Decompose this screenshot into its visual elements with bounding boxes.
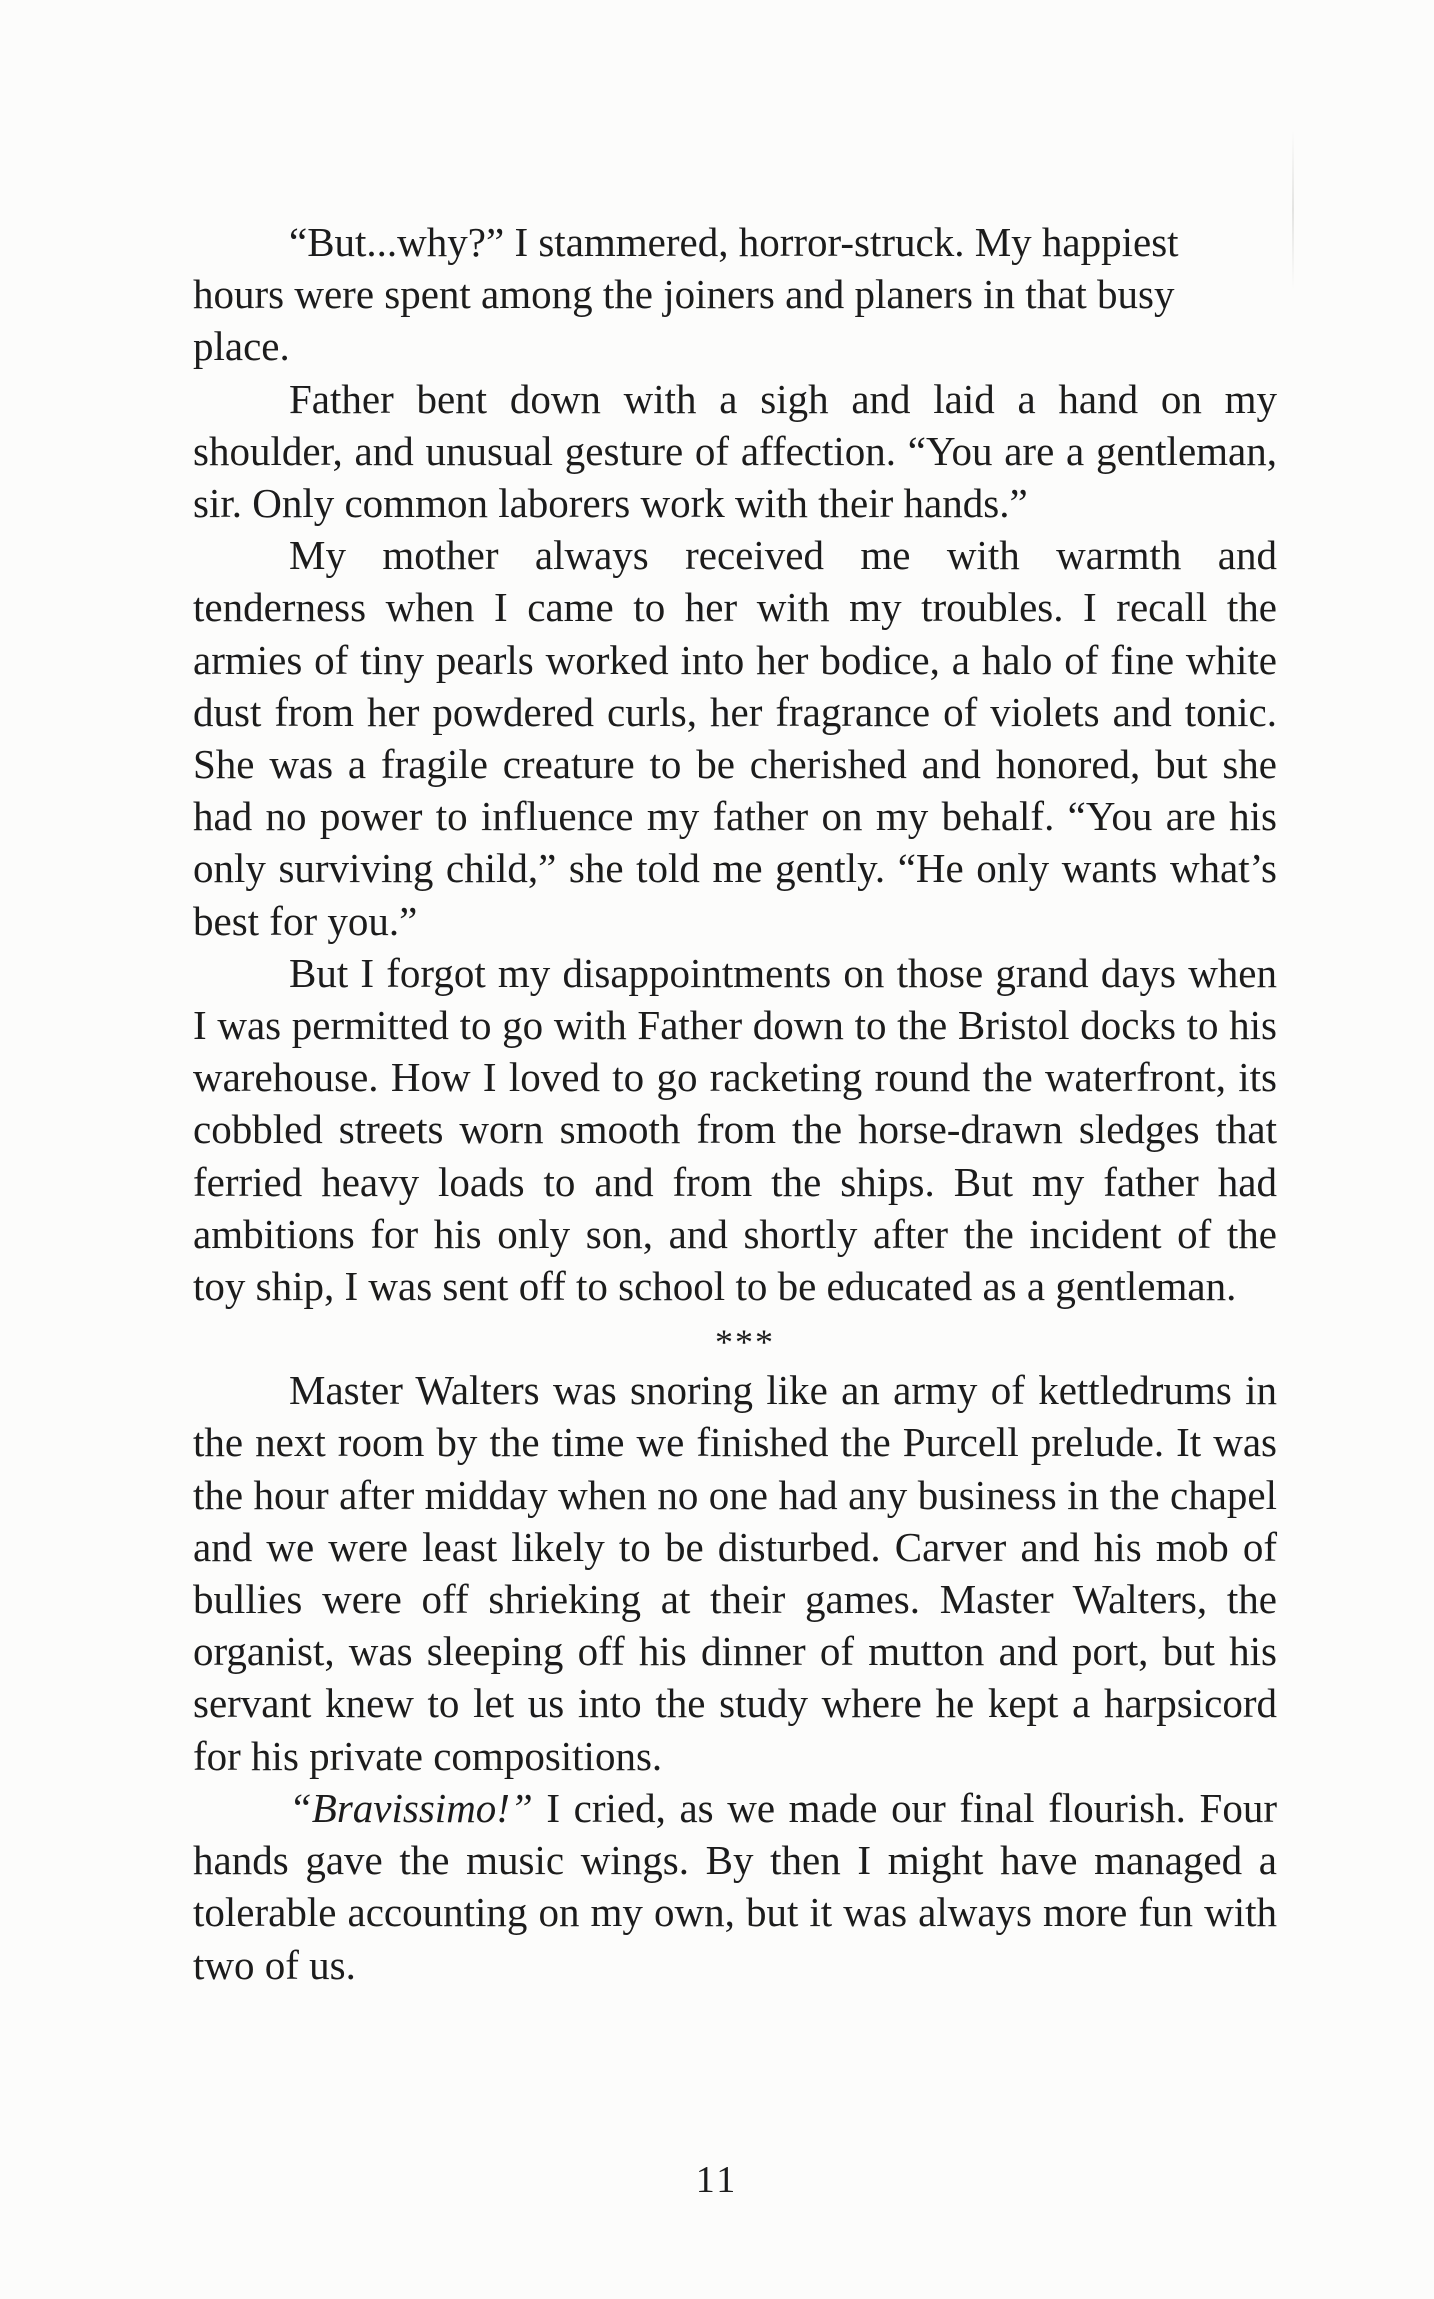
page-edge-shadow xyxy=(1292,130,1294,290)
italic-exclamation: “Bravissimo!” xyxy=(289,1784,533,1831)
paragraph-5: Master Walters was snoring like an army of kettledrums in the next room by the time we finished the Purcell prelude. It was the hour after midday when no one had any business in the chapel and we were least likely to be disturbed. Carver and his mob of bullies were off shrieking at their games. Master Walters, the organist, was sleeping off his dinner of mutton and port, but his servant knew to let us into the study where he kept a harpsicord for his private compositions. xyxy=(193,1367,1277,1779)
paragraph-2: Father bent down with a sigh and laid a hand on my shoulder, and unusual gesture of affection. “You are a gentleman, sir. Only common laborers work with their hands.” xyxy=(193,375,1277,527)
paragraph-1: “But...why?” I stammered, horror-struck. My happiest hours were spent among the joiners and planers in that busy place. xyxy=(193,219,1179,370)
paragraph-4: But I forgot my disappointments on those grand days when I was permitted to go with Father down to the Bristol docks to his warehouse. How I loved to go racketing round the waterfront, its cobbled streets worn smooth from the horse-drawn sledges that ferried heavy loads to and from the ships. But my father had ambitions for his only son, and shortly after the incident of the toy ship, I was sent off to school to be educated as a gentleman. xyxy=(193,949,1277,1310)
body-text xyxy=(193,216,1277,1991)
paragraph-3: My mother always received me with warmth and tenderness when I came to her with my troubles. I recall the armies of tiny pearls worked into her bodice, a halo of fine white dust from her powdered curls, her fragrance of violets and tonic. She was a fragile creature to be cherished and honored, but she had no power to influence my father on my behalf. “You are his only surviving child,” she told me gently. “He only wants what’s best for you.” xyxy=(193,532,1277,944)
page-number: 11 xyxy=(695,2159,739,2201)
paragraph-6-text: I cried, as we made our final flourish. Four hands gave the music wings. By then I might have managed a tolerable accounting on my own, but it was always more fun with two of us. xyxy=(193,1784,1277,1988)
paragraph-6 xyxy=(193,1782,1277,1991)
section-separator: *** xyxy=(715,1322,775,1363)
